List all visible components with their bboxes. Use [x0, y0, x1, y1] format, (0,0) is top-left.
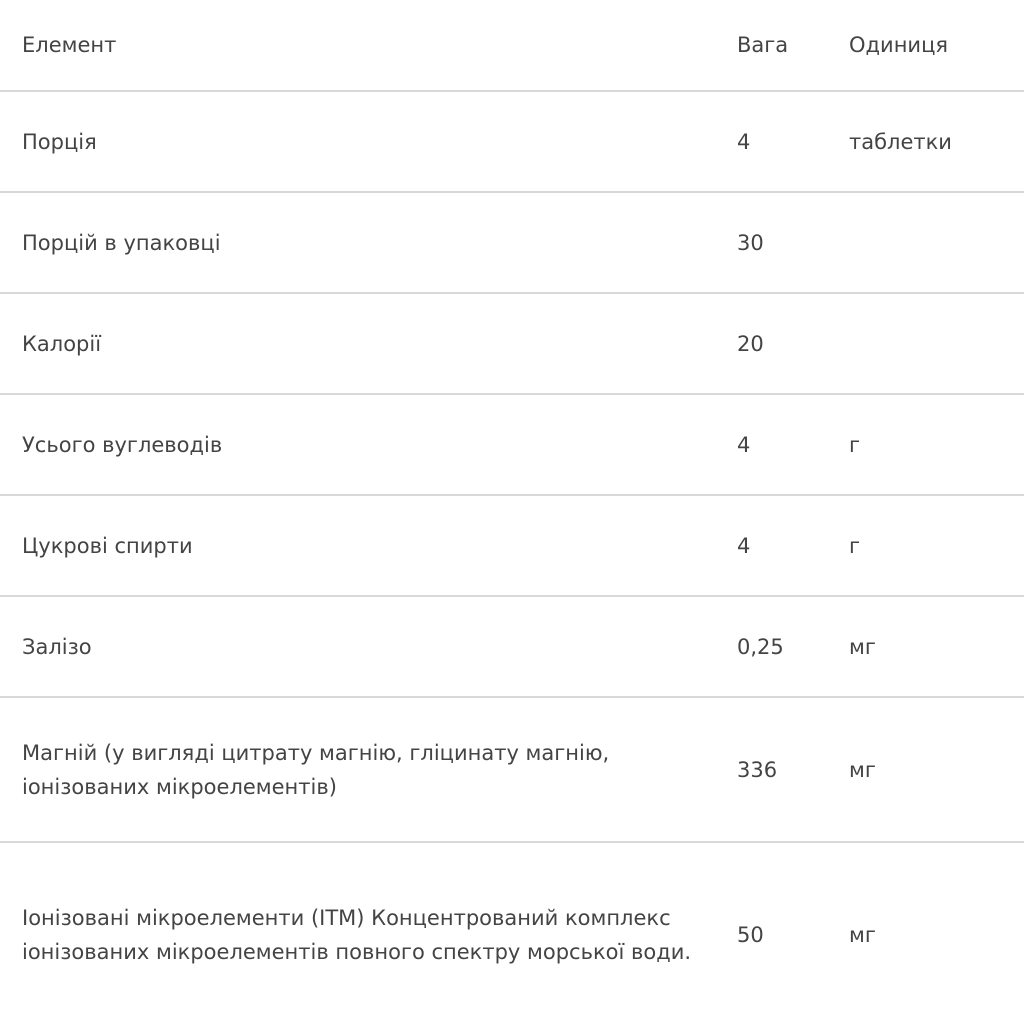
table-row	[0, 698, 1024, 843]
table-row	[0, 496, 1024, 597]
table-row	[0, 843, 1024, 1027]
cell-element: Магній (у вигляді цитрату магнію, гліцинату магнію, іонізованих мікроелементів)	[22, 740, 610, 799]
cell-element: Цукрові спирти	[22, 533, 193, 558]
cell-weight: 336	[737, 757, 778, 782]
cell-weight: 0,25	[737, 634, 784, 659]
cell-weight: 30	[737, 230, 764, 255]
table-row	[0, 193, 1024, 294]
cell-unit: г	[849, 533, 861, 558]
cell-unit: г	[849, 432, 861, 457]
table-row	[0, 597, 1024, 698]
cell-weight: 4	[737, 533, 751, 558]
cell-unit: мг	[849, 757, 876, 782]
header-weight: Вага	[737, 33, 789, 57]
header-unit: Одиниця	[849, 33, 949, 57]
cell-unit: мг	[849, 634, 876, 659]
cell-unit: мг	[849, 923, 876, 947]
table-row	[0, 92, 1024, 193]
cell-element: Порція	[22, 129, 97, 154]
cell-element: Калорії	[22, 331, 102, 356]
cell-element: Порцій в упаковці	[22, 230, 221, 255]
cell-unit: таблетки	[849, 129, 952, 154]
cell-weight: 20	[737, 331, 764, 356]
table-header	[0, 0, 1024, 92]
table-row	[0, 294, 1024, 395]
cell-weight: 50	[737, 923, 764, 947]
cell-element: Іонізовані мікроелементи (ITM) Концентрований комплекс іонізованих мікроелементів повного спектру морської води.	[22, 906, 692, 964]
cell-element: Усього вуглеводів	[22, 432, 223, 457]
cell-element: Залізо	[22, 634, 92, 659]
table-row	[0, 395, 1024, 496]
cell-weight: 4	[737, 432, 751, 457]
cell-weight: 4	[737, 129, 751, 154]
header-element: Елемент	[22, 33, 117, 57]
